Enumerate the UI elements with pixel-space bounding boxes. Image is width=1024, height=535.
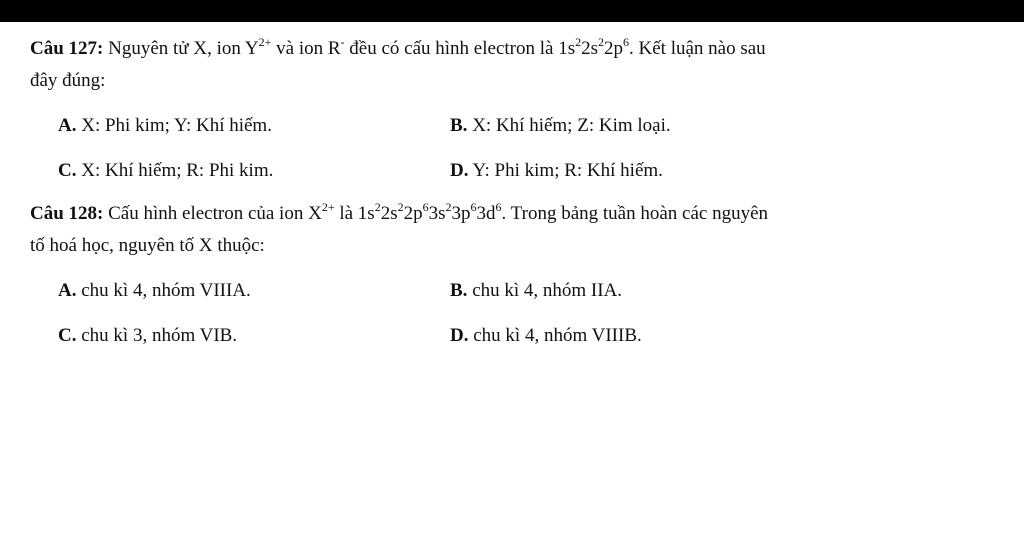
x-ion-charge: 2+ <box>321 199 335 214</box>
q128-option-c[interactable] <box>58 324 237 348</box>
option-letter: D. <box>450 325 469 346</box>
q127-option-a[interactable] <box>58 114 272 138</box>
option-text: Y: Phi kim; R: Khí hiếm. <box>468 160 663 181</box>
config-superscript-2: 2 <box>397 199 404 214</box>
option-letter: B. <box>450 280 468 301</box>
q127-stem-part-b: và ion R <box>271 38 341 59</box>
option-text: chu kì 4, nhóm VIIIB. <box>468 325 642 346</box>
option-text: X: Khí hiếm; Z: Kim loại. <box>467 115 671 136</box>
option-letter: D. <box>450 160 469 181</box>
question-128-stem-line-1 <box>30 199 768 226</box>
option-text: X: Phi kim; Y: Khí hiếm. <box>76 115 272 136</box>
config-superscript-3: 6 <box>422 199 429 214</box>
r-ion-charge: - <box>340 34 345 49</box>
config-superscript-5: 6 <box>470 199 477 214</box>
config-superscript-3: 6 <box>623 34 630 49</box>
document-page <box>0 22 1024 535</box>
q127-stem-part-a: Nguyên tử X, ion Y <box>103 38 259 59</box>
option-letter: B. <box>450 115 468 136</box>
option-text: X: Khí hiếm; R: Phi kim. <box>76 160 274 181</box>
option-text: chu kì 4, nhóm VIIIA. <box>76 280 251 301</box>
config-3d: 3d <box>476 203 496 224</box>
q127-option-b[interactable] <box>450 114 671 138</box>
question-128-stem-line-2: tố hoá học, nguyên tố X thuộc: <box>30 235 265 256</box>
config-2p: 2p <box>604 38 624 59</box>
q128-option-b[interactable] <box>450 279 622 303</box>
config-2s: 2s <box>380 203 398 224</box>
option-text: chu kì 4, nhóm IIA. <box>467 280 623 301</box>
question-127-stem-line-2: đây đúng: <box>30 70 106 91</box>
q128-stem-part-c: . Trong bảng tuần hoàn các nguyên <box>501 203 768 224</box>
config-3s: 3s <box>428 203 446 224</box>
config-superscript-2: 2 <box>598 34 605 49</box>
option-letter: A. <box>58 280 77 301</box>
q127-stem-part-c: đều có cấu hình electron là 1s <box>344 38 576 59</box>
question-128-label: Câu 128: <box>30 203 104 224</box>
top-black-bar <box>0 0 1024 22</box>
question-127-stem-line-1 <box>30 34 766 61</box>
config-3p: 3p <box>451 203 471 224</box>
q127-option-d[interactable] <box>450 159 663 183</box>
q128-option-d[interactable] <box>450 324 642 348</box>
y-ion-charge: 2+ <box>258 34 272 49</box>
q128-option-a[interactable] <box>58 279 251 303</box>
q128-stem-part-a: Cấu hình electron của ion X <box>103 203 322 224</box>
config-2p: 2p <box>403 203 423 224</box>
option-letter: C. <box>58 160 77 181</box>
q127-stem-part-d: . Kết luận nào sau <box>629 38 766 59</box>
config-superscript-4: 2 <box>445 199 452 214</box>
config-superscript-1: 2 <box>575 34 582 49</box>
q128-stem-part-b: là 1s <box>334 203 375 224</box>
option-letter: A. <box>58 115 77 136</box>
question-127-label: Câu 127: <box>30 38 104 59</box>
config-superscript-1: 2 <box>374 199 381 214</box>
config-superscript-6: 6 <box>495 199 502 214</box>
config-2s: 2s <box>581 38 599 59</box>
q127-option-c[interactable] <box>58 159 273 183</box>
option-text: chu kì 3, nhóm VIB. <box>76 325 238 346</box>
option-letter: C. <box>58 325 77 346</box>
